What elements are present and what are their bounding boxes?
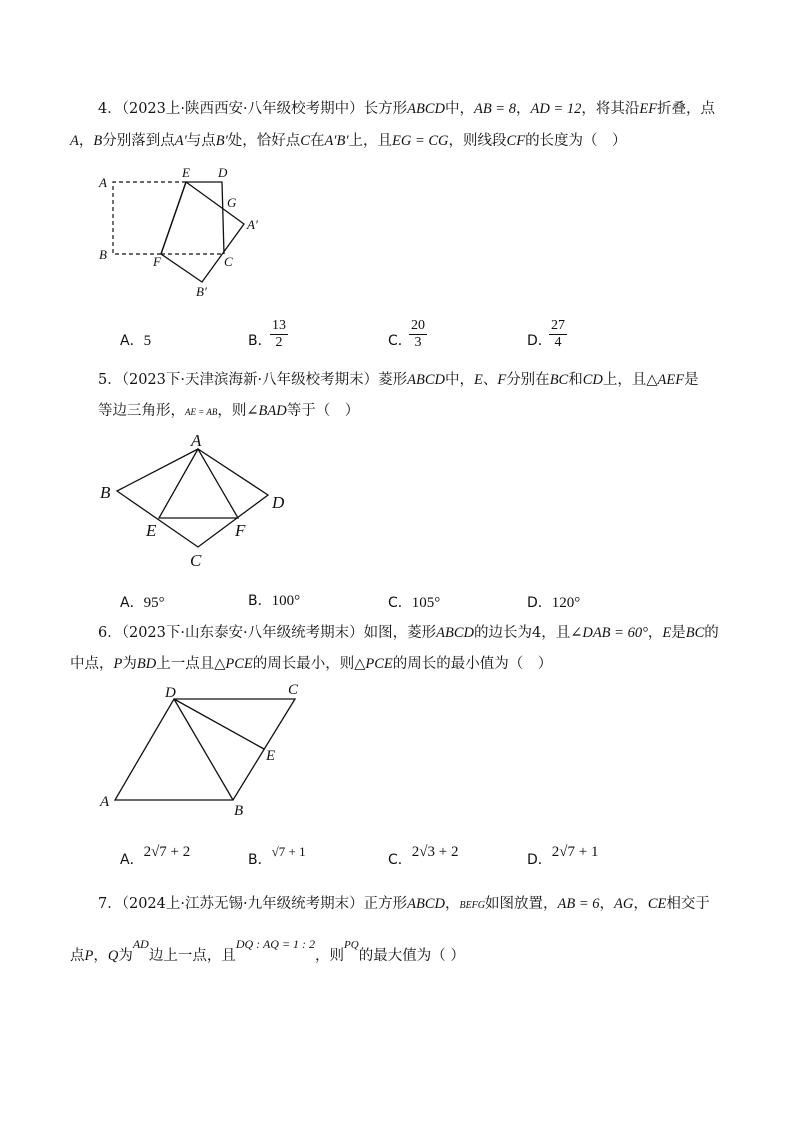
q5-figure (95, 425, 300, 575)
q6-option-a[interactable]: A．2√7 + 2 (120, 844, 191, 868)
q5-option-b[interactable]: B．100° (248, 593, 301, 609)
q6-line1: 6．（2023下·山东泰安·八年级统考期末）如图，菱形ABCD的边长为4，且∠DAB = 60°，E是BC的 (98, 625, 719, 641)
q6-label-B: B (234, 803, 244, 819)
q4-label-E: E (182, 165, 190, 180)
q4-option-d-fraction: $\frac{27}{4}$ (551, 318, 565, 350)
q4-label-F: F (153, 254, 161, 269)
q6-label-D: D (165, 685, 176, 701)
q4-label-C: C (224, 254, 233, 269)
q4-figure (90, 160, 280, 305)
q4-edc (186, 182, 224, 254)
q6-option-d[interactable]: D．2√7 + 1 (527, 844, 599, 868)
q5-label-A: A (191, 431, 202, 450)
q4-option-c[interactable]: C． (388, 333, 412, 349)
q5-label-F: F (235, 521, 246, 540)
q6-label-E: E (266, 748, 276, 764)
q7-line2: 点P，Q为$^{AD}$边上一点，且$^{DQ : AQ = 1 : 2}$，则$^{PQ}$的最大值为（ ） (70, 937, 465, 964)
q4-label-A-prime: A′ (247, 217, 258, 232)
q4-dashed-rect (113, 182, 186, 254)
q4-option-d[interactable]: D． (527, 333, 552, 349)
q6-figure (95, 678, 310, 823)
q4-number: 4． (98, 101, 122, 117)
q5-label-C: C (190, 551, 202, 570)
q4-option-b-fraction: $\frac{13}{2}$ (272, 318, 286, 350)
q6-source: （2023下·山东泰安·八年级统考期末） (121, 625, 364, 641)
q6-segment-de (174, 699, 264, 749)
q6-label-A: A (100, 794, 110, 810)
q4-option-a[interactable]: A．5 (120, 333, 152, 349)
q6-label-C: C (288, 682, 299, 698)
q6-number: 6． (98, 625, 122, 641)
q4-source: （2023上·陕西西安·八年级校考期中） (121, 101, 364, 117)
q5-line2: 等边三角形，AE = AB，则∠BAD等于（ ） (98, 403, 360, 419)
q5-option-c[interactable]: C．105° (388, 595, 441, 611)
q5-option-a[interactable]: A．95° (120, 595, 165, 611)
q4-line2: A，B分别落到点A′与点B′处，恰好点C在A′B′上，且EG = CG，则线段CF的长度为（ ） (70, 133, 627, 149)
q4-label-A: A (99, 175, 107, 190)
q4-label-B-prime: B′ (196, 284, 207, 299)
q6-diagonal-db (174, 699, 233, 800)
q5-label-D: D (272, 493, 285, 512)
q6-option-b[interactable]: B．√7 + 1 (248, 844, 306, 868)
q4-label-D: D (218, 165, 228, 180)
q6-line2: 中点，P为BD上一点且△PCE的周长最小，则△PCE的周长的最小值为（ ） (70, 656, 553, 672)
q7-line1: 7．（2024上·江苏无锡·九年级统考期末）正方形ABCD，BEFG如图放置，AB = 6，AG，CE相交于 (98, 896, 710, 912)
q4-label-B: B (99, 247, 107, 262)
q4-option-b[interactable]: B． (248, 333, 272, 349)
q5-source: （2023下·天津滨海新·八年级校考期末） (121, 372, 379, 388)
q4-line1: 4．（2023上·陕西西安·八年级校考期中）长方形ABCD中，AB = 8，AD = 12，将其沿EF折叠，点 (98, 101, 716, 117)
q7-number: 7． (98, 896, 122, 912)
q5-label-B: B (100, 483, 111, 502)
q4-option-c-fraction: $\frac{20}{3}$ (411, 318, 425, 350)
q4-label-G: G (227, 195, 237, 210)
q5-option-d[interactable]: D．120° (527, 595, 581, 611)
q5-label-E: E (146, 521, 157, 540)
q7-source: （2024上·江苏无锡·九年级统考期末） (121, 896, 364, 912)
q5-triangle-aef (159, 449, 238, 518)
q5-number: 5． (98, 372, 122, 388)
q5-line1: 5．（2023下·天津滨海新·八年级校考期末）菱形ABCD中，E、F分别在BC和CD上，且△AEF是 (98, 372, 699, 388)
q6-option-c[interactable]: C．2√3 + 2 (388, 844, 459, 868)
